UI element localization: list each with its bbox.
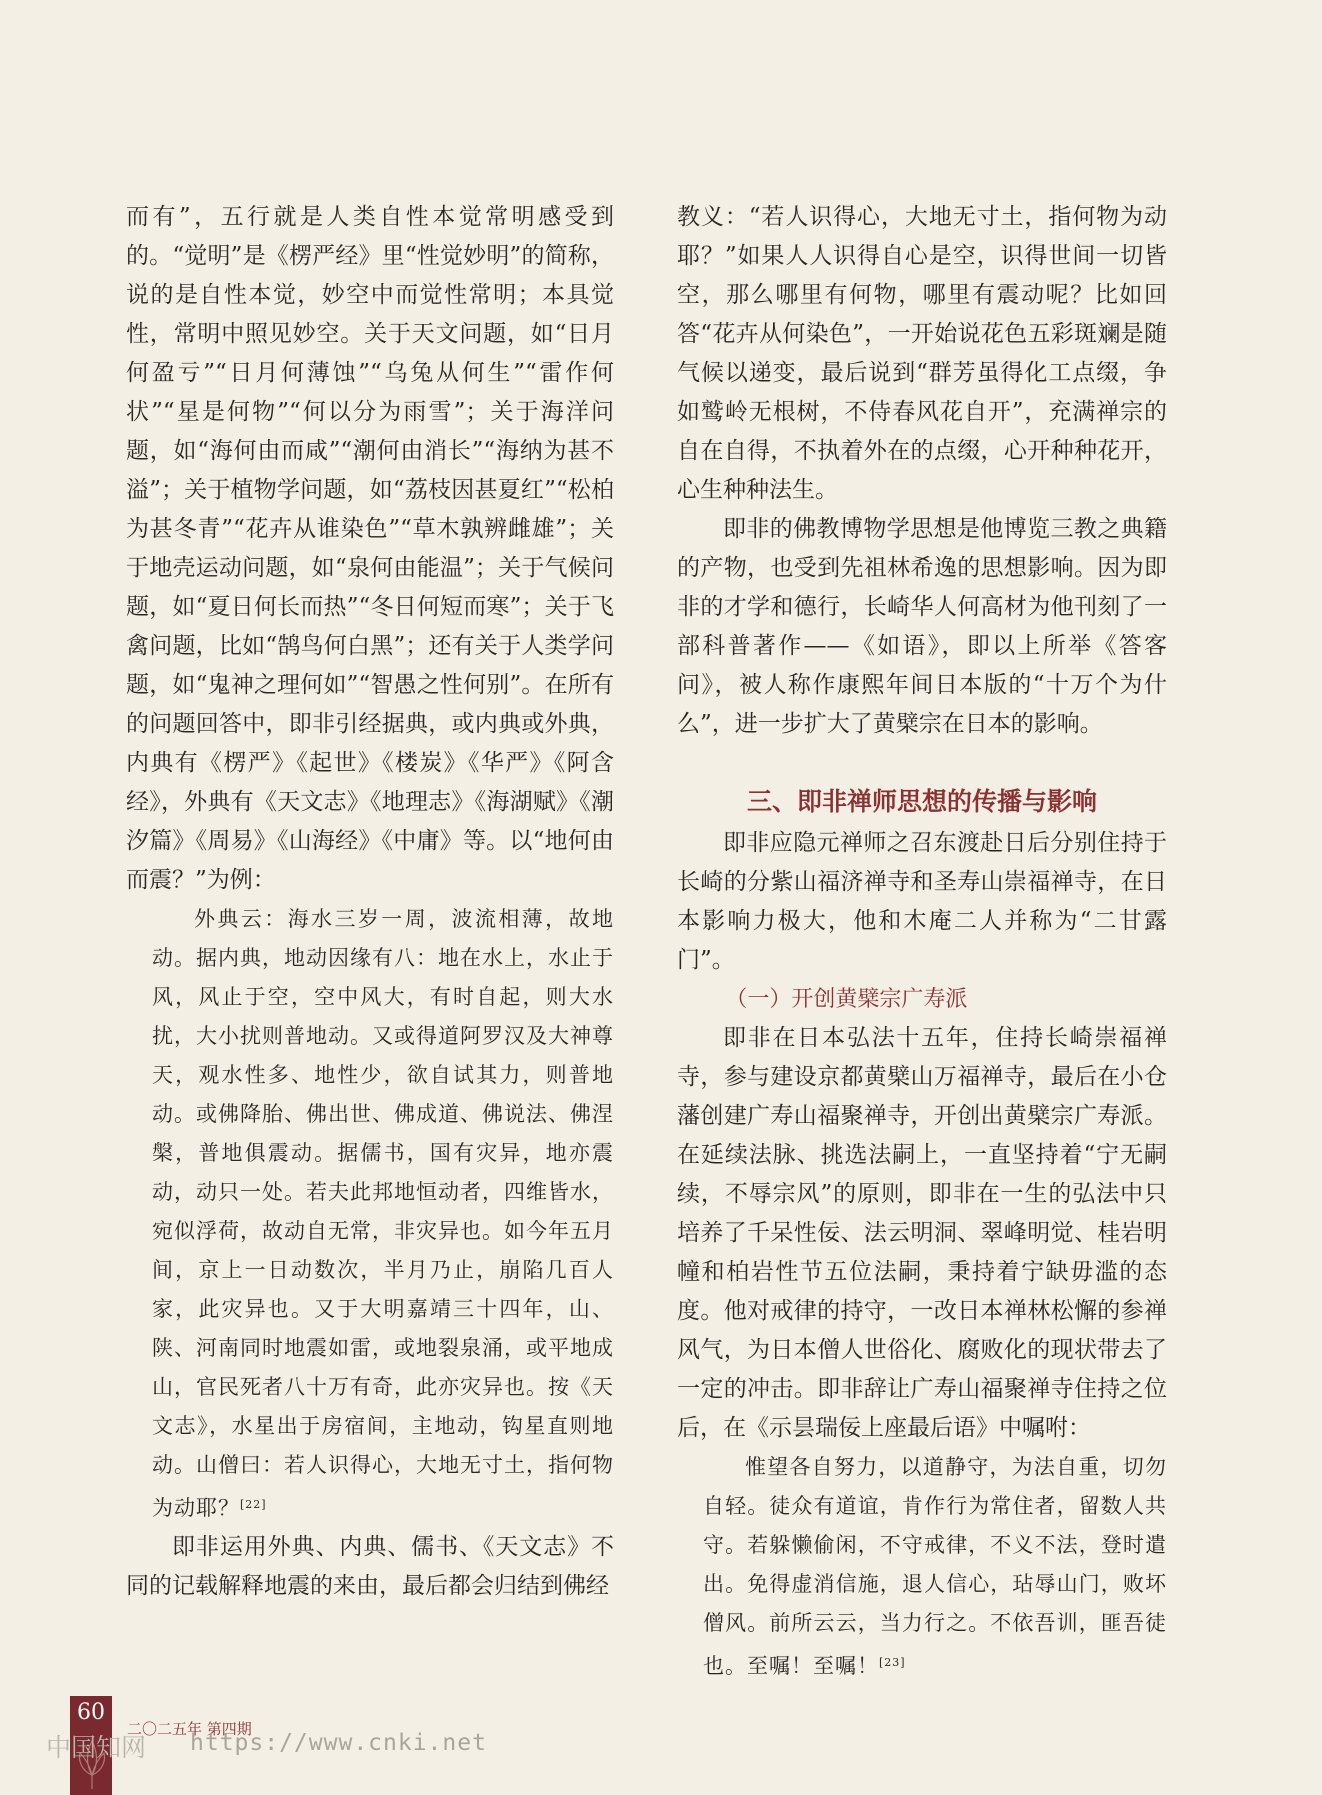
body-paragraph: 即非在日本弘法十五年，住持长崎崇福禅寺，参与建设京都黄檗山万福禅寺，最后在小仓藩创建广寿山福聚禅寺，开创出黄檗宗广寿派。在延续法脉、挑选法嗣上，一直坚持着“宁无嗣续，不辱宗风”的原则，即非在一生的弘法中只培养了千呆性佞、法云明洞、翠峰明觉、桂岩明幢和柏岩性节五位法嗣，秉持着宁缺毋滥的态度。他对戒律的持守，一改日本禅林松懈的参禅风气，为日本僧人世俗化、腐败化的现状带去了一定的冲击。即非辞让广寿山福聚禅寺住持之位后，在《示昙瑞佞上座最后语》中嘱咐： bbox=[677, 1025, 1167, 1441]
quote-text: 外典云：海水三岁一周，波流相薄，故地动。据内典，地动因缘有八：地在水上，水止于风，风止于空，空中风大，有时自起，则大水扰，大小扰则普地动。又或得道阿罗汉及大神尊天，观水性多、地性少，欲自试其力，则普地动。或佛降胎、佛出世、佛成道、佛说法、佛涅槃，普地俱震动。据儒书，国有灾异，地亦震动，动只一处。若夫此邦地恒动者，四维皆水，宛似浮荷，故动自无常，非灾异也。如今年五月间，京上一日动数次，半月乃止，崩陷几百人家，此灾异也。又于大明嘉靖三十四年，山、陕、河南同时地震如雷，或地裂泉涌，或平地成山，官民死者八十万有奇，此亦灾异也。按《天文志》，水星出于房宿间，主地动，钩星直则地动。山僧曰：若人识得心，大地无寸土，指何物为动耶？ bbox=[152, 907, 614, 1520]
block-quote bbox=[677, 1448, 1167, 1686]
watermark-url: https://www.cnki.net bbox=[190, 1730, 487, 1756]
page-number: 60 bbox=[77, 1700, 105, 1725]
body-paragraph: 而有”，五行就是人类自性本觉常明感受到的。“觉明”是《楞严经》里“性觉妙明”的简称，说的是自性本觉，妙空中而觉性常明；本具觉性，常明中照见妙空。关于天文问题，如“日月何盈亏”“日月何薄蚀”“乌兔从何生”“雷作何状”“星是何物”“何以分为雨雪”；关于海洋问题，如“海何由而咸”“潮何由消长”“海纳为甚不溢”；关于植物学问题，如“荔枝因甚夏红”“松柏为甚冬青”“花卉从谁染色”“草木孰辨雌雄”；关于地壳运动问题，如“泉何由能温”；关于气候问题，如“夏日何长而热”“冬日何短而寒”；关于飞禽问题，比如“鹄鸟何白黑”；还有关于人类学问题，如“鬼神之理何如”“智愚之性何别”。在所有的问题回答中，即非引经据典，或内典或外典，内典有《楞严》《起世》《楼炭》《华严》《阿含经》，外典有《天文志》《地理志》《海湖赋》《潮汐篇》《周易》《山海经》《中庸》等。以“地何由而震？”为例： bbox=[126, 204, 614, 893]
section-heading: 三、即非禅师思想的传播与影响 bbox=[746, 787, 1097, 816]
issue-label: 二〇二五年 第四期 bbox=[127, 1720, 252, 1738]
subsection-heading: （一）开创黄檗宗广寿派 bbox=[725, 987, 968, 1012]
left-column bbox=[126, 198, 614, 1606]
watermark-text: 中国知网 bbox=[46, 1733, 147, 1762]
body-paragraph: 即非应隐元禅师之召东渡赴日后分别住持于长崎的分紫山福济禅寺和圣寿山崇福禅寺，在日本影响力极大，他和木庵二人并称为“二甘露门”。 bbox=[677, 830, 1167, 973]
quote-text: 惟望各自努力，以道静守，为法自重，切勿自轻。徒众有道谊，肯作行为常住者，留数人共守。若躲懒偷闲，不守戒律，不义不法，登时遣出。免得虚消信施，退人信心，玷辱山门，败坏僧风。前所云云，当力行之。不依吾训，匪吾徒也。至嘱！至嘱！ bbox=[703, 1455, 1167, 1678]
body-paragraph: 即非的佛教博物学思想是他博览三教之典籍的产物，也受到先祖林希逸的思想影响。因为即非的才学和德行，长崎华人何高材为他刊刻了一部科普著作——《如语》，即以上所举《答客问》，被人称作康熙年间日本版的“十万个为什么”，进一步扩大了黄檗宗在日本的影响。 bbox=[677, 516, 1167, 737]
right-column bbox=[677, 198, 1167, 1686]
citation-ref[interactable]: [23] bbox=[879, 1656, 906, 1669]
block-quote bbox=[126, 900, 614, 1528]
citation-ref[interactable]: [22] bbox=[240, 1498, 267, 1511]
body-paragraph: 即非运用外典、内典、儒书、《天文志》不同的记载解释地震的来由，最后都会归结到佛经 bbox=[126, 1534, 614, 1599]
body-paragraph: 教义：“若人识得心，大地无寸土，指何物为动耶？”如果人人识得自心是空，识得世间一切皆空，那么哪里有何物，哪里有震动呢？比如回答“花卉从何染色”，一开始说花色五彩斑斓是随气候以递变，最后说到“群芳虽得化工点缀，争如鹫岭无根树，不侍春风花自开”，充满禅宗的自在自得，不执着外在的点缀，心开种种花开，心生种种法生。 bbox=[677, 204, 1167, 503]
